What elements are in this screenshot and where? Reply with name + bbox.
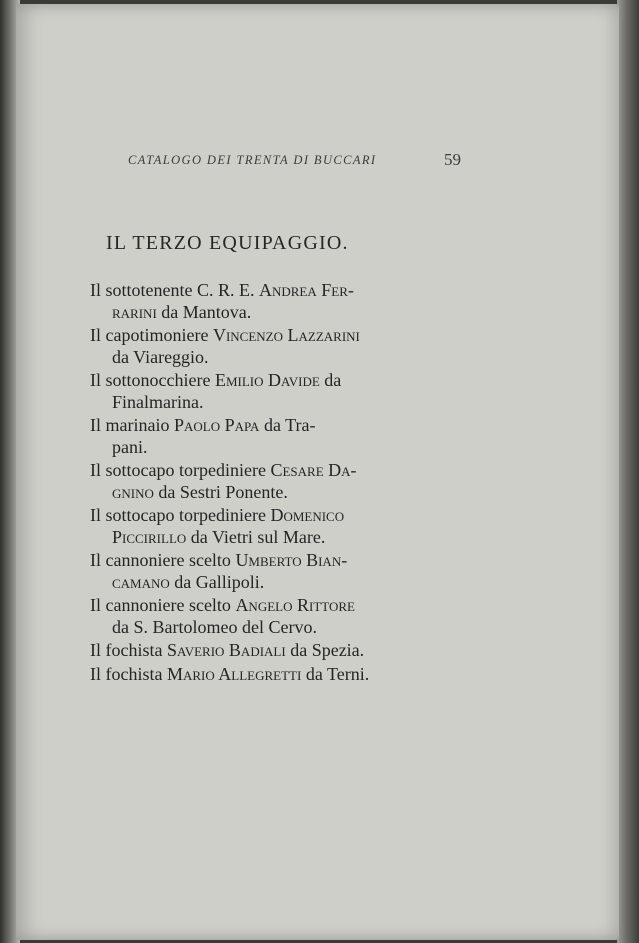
entry-text: Finalmarina. bbox=[112, 391, 204, 412]
entry-text: Il sottocapo torpediniere bbox=[90, 460, 271, 480]
crew-list bbox=[90, 280, 455, 687]
person-name: Mario Allegretti bbox=[166, 663, 302, 684]
entry-text: da bbox=[319, 370, 342, 390]
entry-text: da S. Bartolomeo del Cervo. bbox=[112, 616, 317, 637]
list-item bbox=[90, 280, 455, 323]
list-item bbox=[90, 550, 455, 593]
list-item bbox=[90, 505, 455, 548]
list-item bbox=[90, 595, 455, 638]
entry-text: Il fochista bbox=[90, 640, 167, 660]
entry-text: da Vietri sul Mare. bbox=[186, 526, 326, 547]
section-title: IL TERZO EQUIPAGGIO. bbox=[106, 232, 349, 254]
list-item bbox=[90, 664, 455, 686]
person-name: Vincenzo Lazzarini bbox=[212, 325, 360, 345]
person-name: Domenico bbox=[270, 505, 345, 525]
page-number: 59 bbox=[444, 150, 461, 169]
person-name: gnino bbox=[112, 481, 154, 502]
entry-text: da Gallipoli. bbox=[169, 571, 265, 592]
entry-text: da Mantova. bbox=[156, 301, 252, 322]
person-name: Saverio Badiali bbox=[166, 640, 286, 660]
list-item bbox=[90, 325, 455, 368]
person-name: Umberto Bian- bbox=[235, 550, 348, 570]
entry-text: Il sottotenente C. R. E. bbox=[90, 280, 259, 300]
entry-text: da Sestri Ponente. bbox=[153, 481, 288, 502]
entry-text: da Terni. bbox=[301, 663, 370, 684]
person-name: Cesare Da- bbox=[270, 460, 357, 480]
person-name: rarini bbox=[112, 301, 157, 322]
person-name: Andrea Fer- bbox=[258, 280, 354, 300]
entry-text: Il marinaio bbox=[90, 415, 174, 435]
entry-text: Il fochista bbox=[90, 663, 167, 684]
entry-text: da Spezia. bbox=[285, 640, 365, 660]
person-name: Emilio Davide bbox=[214, 370, 320, 390]
list-item bbox=[90, 370, 455, 413]
page-edge bbox=[617, 0, 639, 943]
entry-text: Il sottonocchiere bbox=[90, 370, 215, 390]
entry-text: da Viareggio. bbox=[112, 346, 209, 367]
entry-text: Il capotimoniere bbox=[90, 325, 213, 345]
entry-text: Il sottocapo torpediniere bbox=[90, 505, 271, 525]
person-name: Angelo Rittore bbox=[235, 595, 355, 615]
entry-text: da Tra- bbox=[259, 415, 316, 435]
entry-text: pani. bbox=[112, 436, 148, 457]
list-item bbox=[90, 415, 455, 458]
person-name: camano bbox=[112, 571, 170, 592]
person-name: Piccirillo bbox=[112, 526, 187, 547]
entry-text: Il cannoniere scelto bbox=[90, 595, 236, 615]
list-item bbox=[90, 460, 455, 503]
list-item bbox=[90, 640, 455, 662]
entry-text: Il cannoniere scelto bbox=[90, 550, 236, 570]
running-title: CATALOGO DEI TRENTA DI BUCCARI bbox=[128, 153, 377, 167]
person-name: Paolo Papa bbox=[173, 415, 260, 435]
